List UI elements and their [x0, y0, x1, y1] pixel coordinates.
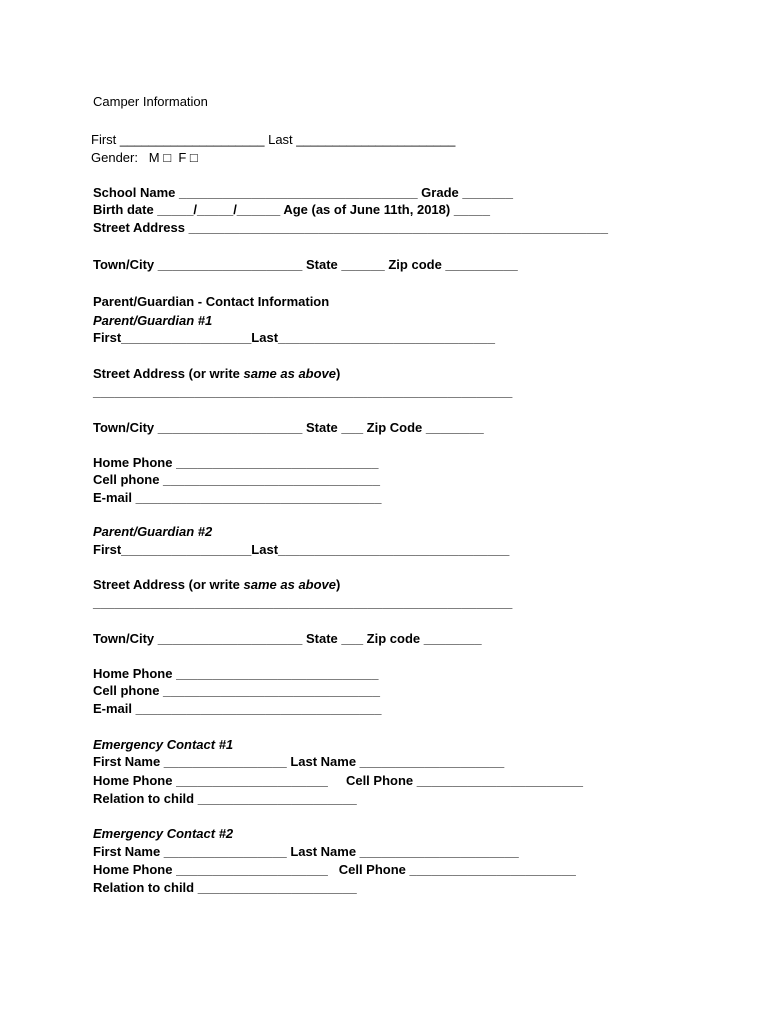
guardian2-home-phone[interactable]: Home Phone ____________________________ [93, 666, 379, 681]
guardian2-street-label [93, 577, 340, 593]
street-label-prefix: Street Address (or write [93, 366, 244, 381]
street-label-suffix: ) [336, 577, 341, 592]
street-label-italic: same as above [243, 366, 337, 381]
emergency1-heading: Emergency Contact #1 [93, 737, 234, 752]
guardian1-home-phone[interactable]: Home Phone ____________________________ [93, 455, 379, 470]
emergency1-name-line[interactable]: First Name _________________ Last Name ____________________ [93, 754, 505, 769]
emergency2-phone-line[interactable]: Home Phone _____________________ Cell Phone _______________________ [93, 862, 576, 877]
contact-heading: Parent/Guardian - Contact Information [93, 294, 330, 309]
emergency2-name-line[interactable]: First Name _________________ Last Name ______________________ [93, 844, 519, 859]
birth-date-line[interactable]: Birth date _____/_____/______ Age (as of June 11th, 2018) _____ [93, 202, 490, 217]
emergency1-phone-line[interactable]: Home Phone _____________________ Cell Phone _______________________ [93, 773, 584, 788]
emergency1-relation-line[interactable]: Relation to child ______________________ [93, 791, 357, 806]
emergency2-relation-line[interactable]: Relation to child ______________________ [93, 880, 357, 895]
camper-gender-line[interactable]: Gender: M □ F □ [91, 150, 198, 165]
guardian1-name-line[interactable]: First__________________Last______________________________ [93, 330, 495, 345]
street-label-italic: same as above [243, 577, 337, 592]
camper-town-line[interactable]: Town/City ____________________ State ______ Zip code __________ [93, 257, 518, 272]
camper-info-heading: Camper Information [93, 94, 208, 109]
emergency2-heading: Emergency Contact #2 [93, 826, 234, 841]
guardian2-heading: Parent/Guardian #2 [93, 524, 213, 539]
school-name-line[interactable]: School Name _________________________________ Grade _______ [93, 185, 513, 200]
guardian2-street-blank[interactable]: __________________________________________________________ [93, 595, 513, 610]
guardian1-cell-phone[interactable]: Cell phone ______________________________ [93, 472, 380, 487]
guardian2-email[interactable]: E-mail __________________________________ [93, 701, 382, 716]
guardian1-street-label [93, 366, 340, 382]
street-label-suffix: ) [336, 366, 341, 381]
guardian2-cell-phone[interactable]: Cell phone ______________________________ [93, 683, 380, 698]
guardian1-town-line[interactable]: Town/City ____________________ State ___ Zip Code ________ [93, 420, 484, 435]
guardian1-street-blank[interactable]: __________________________________________________________ [93, 384, 513, 399]
guardian2-name-line[interactable]: First__________________Last________________________________ [93, 542, 510, 557]
street-label-prefix: Street Address (or write [93, 577, 244, 592]
camper-street-line[interactable]: Street Address __________________________________________________________ [93, 220, 608, 235]
camper-name-line[interactable]: First ____________________ Last ______________________ [91, 132, 456, 147]
guardian1-heading: Parent/Guardian #1 [93, 313, 213, 328]
guardian2-town-line[interactable]: Town/City ____________________ State ___ Zip code ________ [93, 631, 482, 646]
guardian1-email[interactable]: E-mail __________________________________ [93, 490, 382, 505]
